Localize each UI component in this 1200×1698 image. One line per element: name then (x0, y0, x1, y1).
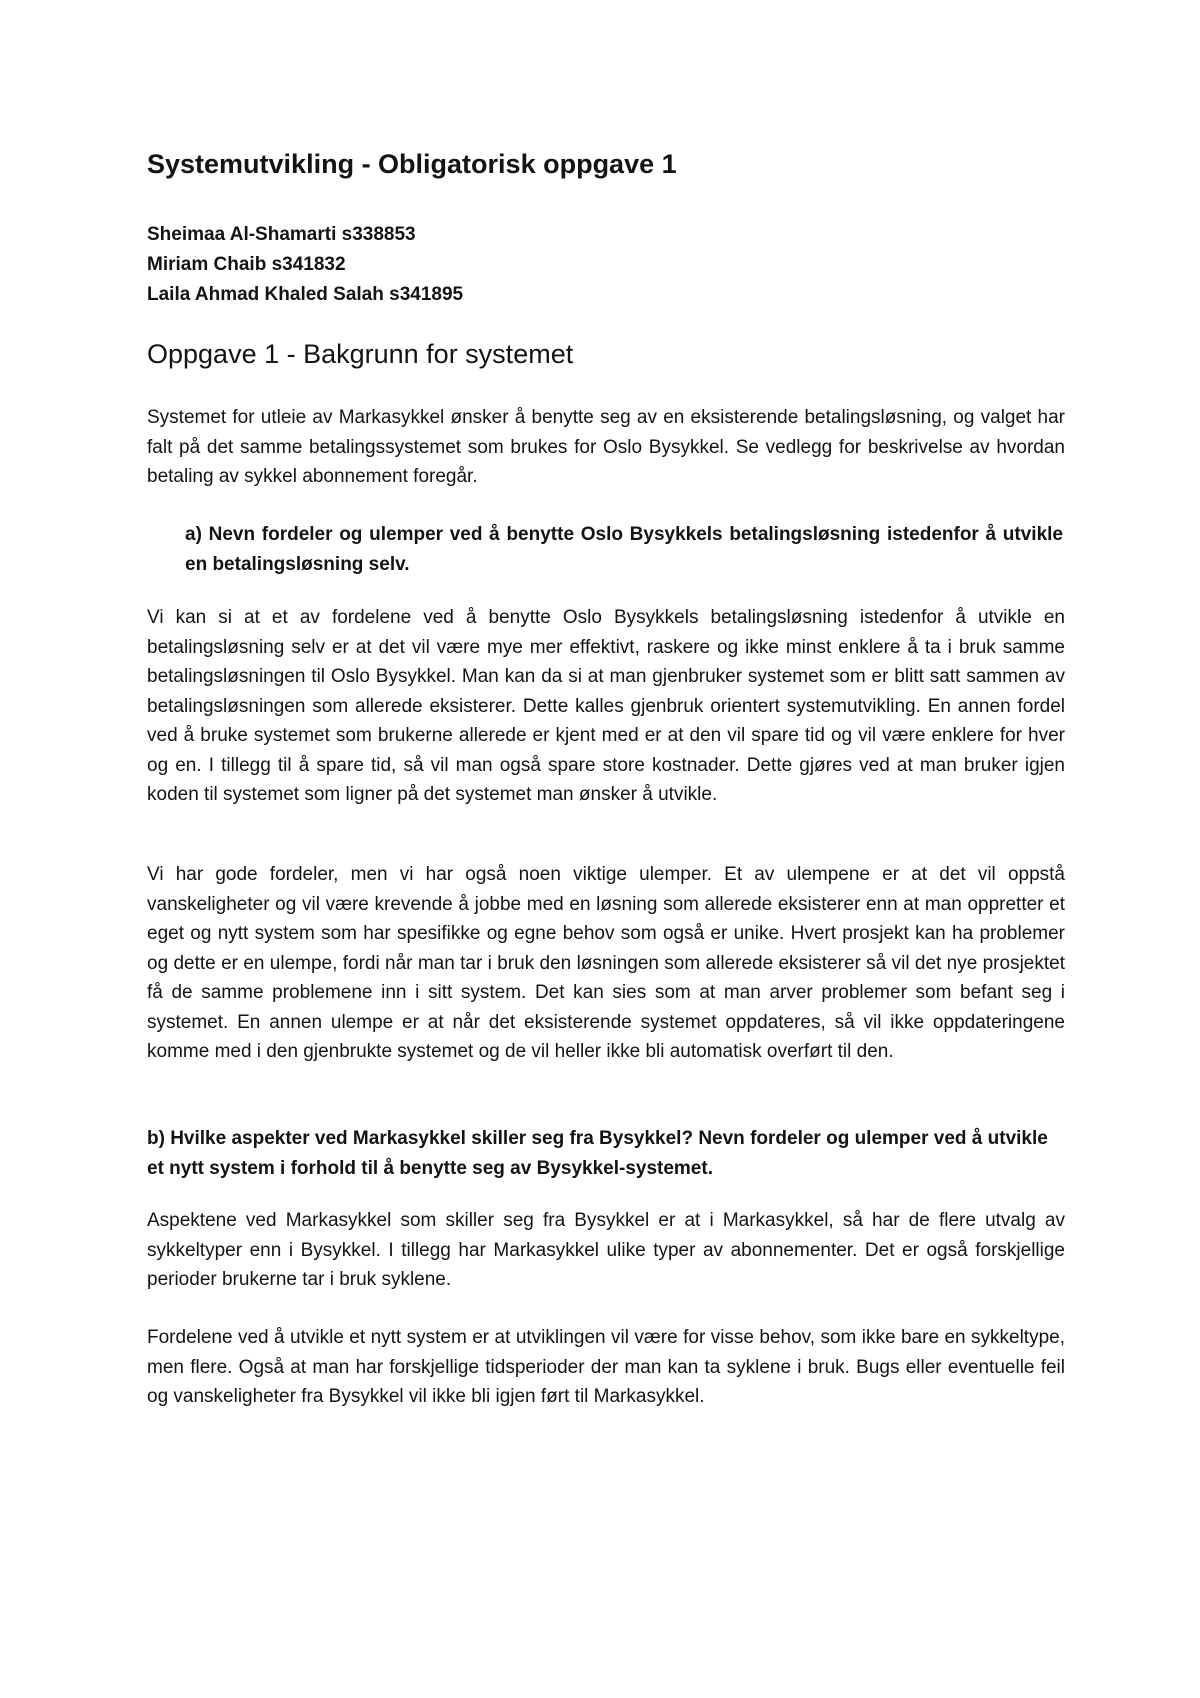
question-b-label: b) Hvilke aspekter ved Markasykkel skiller seg fra Bysykkel? Nevn fordeler og ulemper ved å utvikle et nytt system i forhold til å benytte seg av Bysykkel-systemet. (147, 1128, 1048, 1179)
question-a-label: a) Nevn fordeler og ulemper ved å benytte Oslo Bysykkels betalingsløsning istedenfor å utvikle en betalingsløsning selv. (185, 524, 1063, 575)
question-b-answer-paragraph: Aspektene ved Markasykkel som skiller seg fra Bysykkel er at i Markasykkel, så har de flere utvalg av sykkeltyper enn i Bysykkel. I tillegg har Markasykkel ulike typer av abonnementer. Det er også forskjellige perioder brukerne tar i bruk syklene. (147, 1210, 1065, 1290)
section-intro-paragraph: Systemet for utleie av Markasykkel ønsker å benytte seg av en eksisterende betalingsløsning, og valget har falt på det samme betalingssystemet som brukes for Oslo Bysykkel. Se vedlegg for beskrivelse av hvordan betaling av sykkel abonnement foregår. (147, 407, 1065, 487)
author-name: Sheimaa Al-Shamarti s338853 (147, 224, 416, 245)
question-a-answer-paragraph: Vi har gode fordeler, men vi har også noen viktige ulemper. Et av ulempene er at det vil oppstå vanskeligheter og vil være krevende å jobbe med en løsning som allerede eksisterer enn at man oppretter et eget og nytt system som har spesifikke og egne behov som også er unike. Hvert prosjekt kan ha problemer og dette er en ulempe, fordi når man tar i bruk den løsningen som allerede eksisterer så vil det nye prosjektet få de samme problemene inn i sitt system. Det kan sies som at man arver problemer som befant seg i systemet. En annen ulempe er at når det eksisterende systemet oppdateres, så vil ikke oppdateringene komme med i den gjenbrukte systemet og de vil heller ikke bli automatisk overført til den. (147, 864, 1065, 1062)
question-a-answer-paragraph: Vi kan si at et av fordelene ved å benytte Oslo Bysykkels betalingsløsning istedenfor å utvikle en betalingsløsning selv er at det vil være mye mer effektivt, raskere og ikke minst enklere å ta i bruk samme betalingsløsningen til Oslo Bysykkel. Man kan da si at man gjenbruker systemet som er blitt satt sammen av betalingsløsningen som allerede eksisterer. Dette kalles gjenbruk orientert systemutvikling. En annen fordel ved å bruke systemet som brukerne allerede er kjent med er at den vil spare tid og vil være enklere for hver og en. I tillegg til å spare tid, så vil man også spare store kostnader. Dette gjøres ved at man bruker igjen koden til systemet som ligner på det systemet man ønsker å utvikle. (147, 607, 1065, 805)
author-list (147, 220, 463, 310)
section-heading: Oppgave 1 - Bakgrunn for systemet (147, 339, 574, 369)
author-name: Miriam Chaib s341832 (147, 254, 346, 275)
question-b-answer-paragraph: Fordelene ved å utvikle et nytt system er at utviklingen vil være for visse behov, som ikke bare en sykkeltype, men flere. Også at man har forskjellige tidsperioder der man kan ta syklene i bruk. Bugs eller eventuelle feil og vanskeligheter fra Bysykkel vil ikke bli igjen ført til Markasykkel. (147, 1327, 1065, 1407)
author-name: Laila Ahmad Khaled Salah s341895 (147, 284, 464, 305)
document-title: Systemutvikling - Obligatorisk oppgave 1 (147, 149, 677, 179)
